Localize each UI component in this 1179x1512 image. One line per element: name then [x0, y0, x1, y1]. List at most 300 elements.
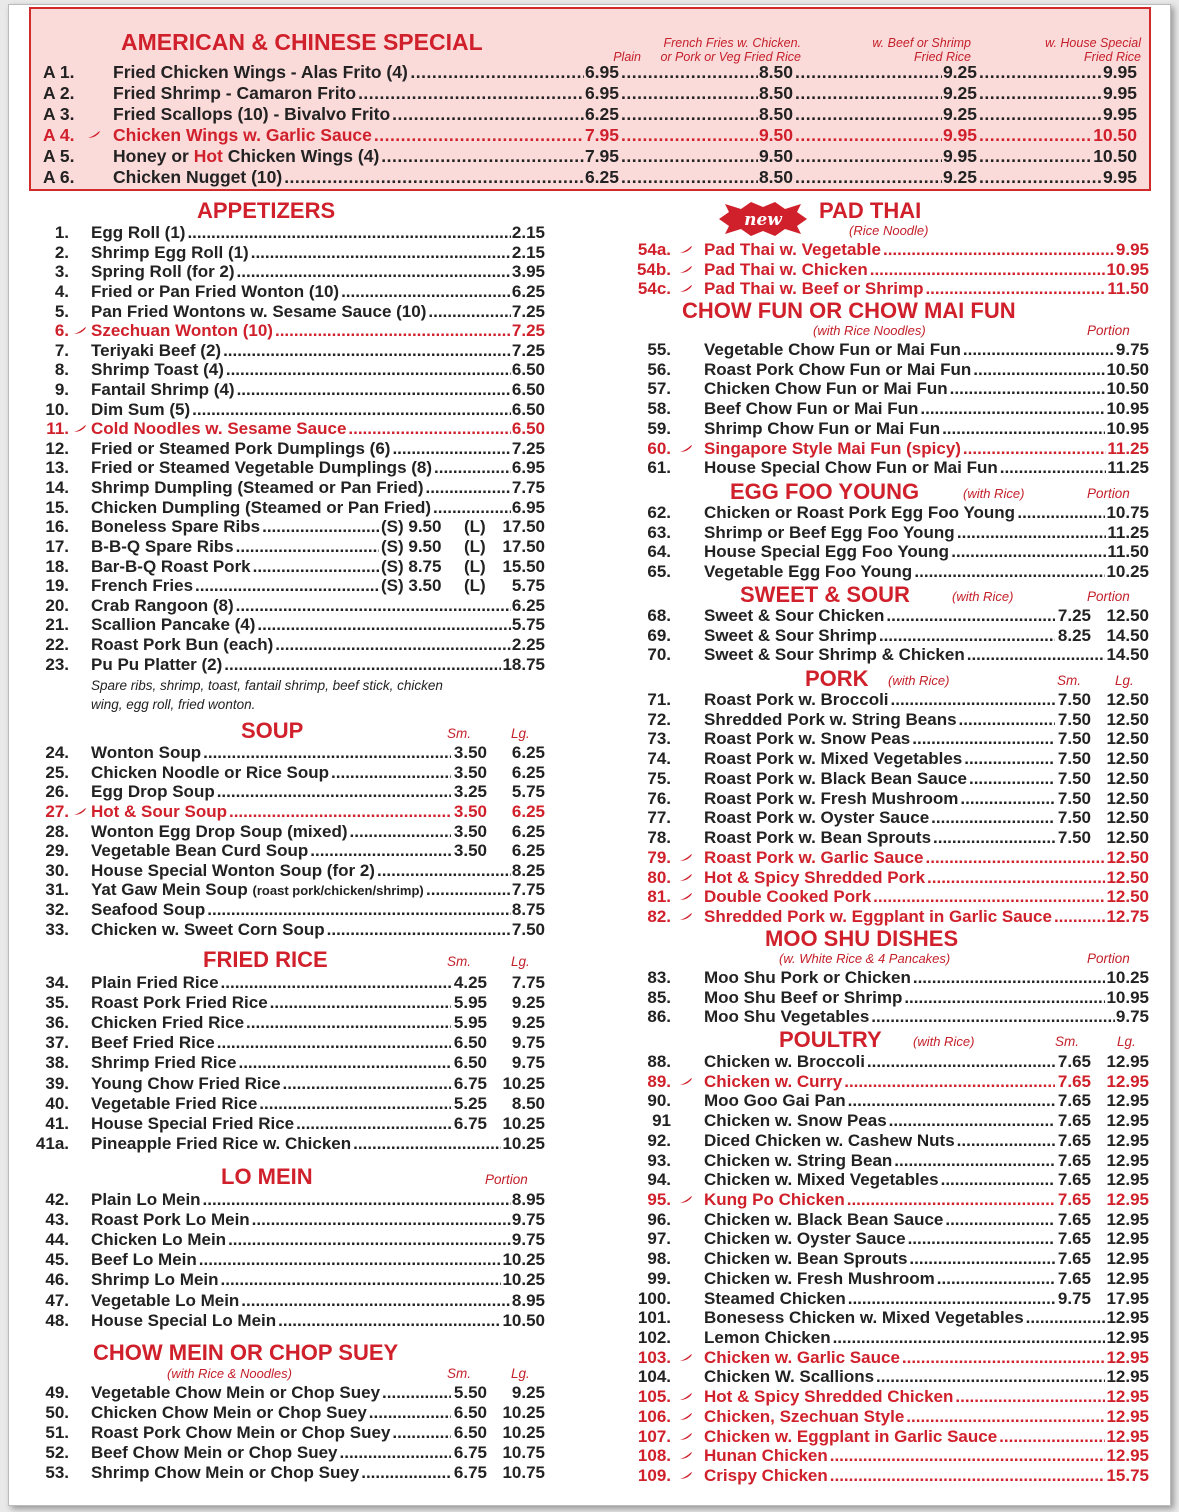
special-name — [113, 62, 408, 83]
item-number: 56. — [647, 359, 671, 379]
item-name-text: Chicken Lo Mein — [91, 1230, 227, 1250]
item-number: 106. — [637, 1406, 671, 1426]
pork-sm-header: Sm. — [1057, 673, 1082, 688]
soup-heading: SOUP — [241, 718, 304, 743]
item-price: 12.50 — [1106, 749, 1149, 769]
item-name-text: Chicken w. Bean Sprouts — [704, 1249, 908, 1269]
item-number: 103. — [637, 1347, 671, 1367]
item-name-text: Fantail Shrimp (4) — [91, 380, 235, 399]
item-price: 12.50 — [1106, 709, 1149, 729]
item-name-text: Beef Fried Rice — [91, 1033, 215, 1053]
menu-item-chow_fun — [9, 340, 1170, 360]
leader-dots — [886, 606, 1054, 626]
item-price: 12.95 — [1106, 1426, 1149, 1446]
special-name-text-2: Chicken Wings (4) — [227, 146, 380, 166]
item-name — [704, 1387, 953, 1407]
menu-item-poultry — [9, 1367, 1170, 1387]
leader-dots — [967, 645, 1106, 665]
small-price: 5.95 — [453, 1013, 487, 1033]
item-number: 83. — [647, 968, 671, 987]
egg-foo-subtitle: (with Rice) — [963, 486, 1025, 501]
item-name-text: Chicken Chow Mein or Chop Suey — [91, 1403, 367, 1423]
chili-pepper-icon — [679, 892, 693, 901]
item-number: 41. — [45, 1113, 69, 1133]
item-name-text: Chicken w. Garlic Sauce — [704, 1347, 900, 1367]
special-price: 9.95 — [1102, 167, 1137, 187]
menu-item-poultry — [9, 1190, 1170, 1210]
item-name-text: Lemon Chicken — [704, 1327, 831, 1347]
item-number: 102. — [637, 1327, 671, 1347]
item-price: 8.75 — [511, 900, 545, 919]
large-size-label: (L) — [464, 556, 486, 576]
item-name-text: Sweet & Sour Shrimp — [704, 625, 877, 645]
item-number: 93. — [647, 1150, 671, 1170]
chow-fun-subtitle: (with Rice Noodles) — [813, 323, 926, 338]
menu-item-pork — [9, 710, 1170, 730]
soup-lg-header: Lg. — [511, 726, 530, 741]
item-name-text: Sweet & Sour Chicken — [704, 606, 885, 625]
menu-item-chow_fun — [9, 399, 1170, 419]
item-name — [704, 749, 962, 769]
item-name-text: Pad Thai w. Beef or Shrimp — [704, 279, 924, 298]
plain-header: Plain — [613, 50, 641, 64]
item-name-text: Szechuan Wonton (10) — [91, 321, 273, 341]
item-name-text: Steamed Chicken — [704, 1288, 846, 1308]
chili-pepper-icon — [679, 444, 693, 453]
item-name — [704, 1289, 846, 1309]
item-name — [704, 1052, 865, 1072]
chili-pepper-icon — [679, 1412, 693, 1421]
item-name — [91, 321, 273, 341]
beef-header-line1: w. Beef or Shrimp — [872, 36, 971, 50]
item-name-text: Chicken w. Snow Peas — [704, 1111, 887, 1131]
item-price: 10.25 — [502, 1403, 545, 1423]
special-name — [113, 83, 356, 104]
special-price: 9.95 — [1102, 62, 1137, 82]
fries-header-line1: French Fries w. Chicken. — [663, 36, 801, 50]
special-price: 8.50 — [758, 104, 793, 124]
egg-foo-heading: EGG FOO YOUNG — [730, 479, 920, 504]
leader-dots — [950, 379, 1106, 399]
item-price: 12.95 — [1106, 1249, 1149, 1269]
large-size-label: (L) — [464, 576, 486, 596]
sweet-sour-portion-header: Portion — [1087, 589, 1130, 604]
item-price: 12.95 — [1106, 1071, 1149, 1091]
small-price: 6.75 — [453, 1463, 487, 1483]
chili-pepper-icon — [679, 1077, 693, 1086]
small-price: 5.95 — [453, 993, 487, 1013]
item-number: 17. — [45, 536, 69, 556]
item-number: 57. — [647, 379, 671, 399]
item-number: 47. — [45, 1290, 69, 1310]
item-number: 2. — [54, 242, 69, 262]
item-number: 26. — [45, 782, 69, 802]
item-number: 75. — [647, 768, 671, 788]
fries-header — [621, 36, 801, 64]
item-name-text: Hot & Spicy Shredded Chicken — [704, 1387, 954, 1407]
item-name — [704, 828, 931, 848]
item-name-text: Chicken w. String Bean — [704, 1150, 893, 1170]
item-name — [704, 729, 910, 749]
item-number: 20. — [45, 595, 69, 615]
fried-rice-lg-header: Lg. — [511, 954, 530, 969]
item-name — [91, 478, 423, 498]
menu-item-poultry — [9, 1249, 1170, 1269]
item-name — [704, 419, 940, 439]
menu-item-pork — [9, 789, 1170, 809]
item-number: 104. — [637, 1367, 671, 1387]
item-number: 80. — [647, 867, 671, 887]
item-number: 70. — [647, 645, 671, 664]
large-size-label: (L) — [464, 517, 486, 537]
menu-item-poultry — [9, 1466, 1170, 1486]
item-name-text: Shrimp or Beef Egg Foo Young — [704, 522, 955, 542]
item-name-text: Wonton Soup — [91, 743, 202, 762]
item-name-text: Roast Pork Bun (each) — [91, 635, 274, 654]
item-number: 99. — [647, 1268, 671, 1288]
house-header-line2: Fried Rice — [1084, 50, 1141, 64]
item-name — [704, 1249, 907, 1269]
special-name — [113, 146, 379, 167]
item-price: 12.50 — [1106, 788, 1149, 808]
item-name — [704, 240, 881, 260]
menu-item-poultry — [9, 1091, 1170, 1111]
item-name-text: Chicken Chow Fun or Mai Fun — [704, 379, 948, 399]
item-number: 61. — [647, 458, 671, 478]
item-name — [704, 379, 948, 399]
special-price: 9.50 — [758, 125, 793, 145]
item-name-text: Sweet & Sour Shrimp & Chicken — [704, 645, 965, 664]
item-name-text: Young Chow Fried Rice — [91, 1073, 281, 1093]
item-name-text: Egg Drop Soup — [91, 782, 215, 802]
item-price: 11.50 — [1107, 542, 1149, 562]
special-price: 7.95 — [584, 125, 619, 145]
item-price: 3.95 — [511, 262, 545, 282]
small-price: 7.65 — [1057, 1071, 1091, 1091]
item-name-text: House Special Fried Rice — [91, 1113, 295, 1133]
item-number: 22. — [45, 635, 69, 654]
small-price: 7.25 — [1057, 606, 1091, 625]
item-price: 10.25 — [502, 1113, 545, 1133]
item-name-text: Crispy Chicken — [704, 1465, 828, 1485]
item-number: 81. — [647, 887, 671, 907]
item-name-text: Chicken Dumpling (Steamed or Pan Fried) — [91, 497, 432, 517]
small-price: 7.50 — [1057, 828, 1091, 847]
item-number: 85. — [647, 987, 671, 1007]
special-price: 9.25 — [942, 104, 977, 124]
item-price: 12.75 — [1106, 906, 1149, 926]
item-name-text: Pad Thai w. Chicken — [704, 259, 868, 279]
lo-mein-portion-header: Portion — [485, 1172, 528, 1187]
item-number: 16. — [45, 517, 69, 537]
menu-item-chow_fun — [9, 379, 1170, 399]
item-number: 38. — [45, 1053, 69, 1073]
item-number: 46. — [45, 1270, 69, 1290]
small-price: 7.50 — [1057, 768, 1091, 788]
special-code: A 4. — [43, 125, 75, 145]
item-name-text: Moo Goo Gai Pan — [704, 1091, 846, 1111]
item-price: 10.50 — [1106, 359, 1149, 379]
item-name — [704, 360, 971, 380]
item-price: 10.95 — [1106, 987, 1149, 1007]
small-price: 6.50 — [453, 1053, 487, 1073]
item-name-text: Chicken w. Fresh Mushroom — [704, 1268, 935, 1288]
item-name-text: Moo Shu Beef or Shrimp — [704, 987, 903, 1007]
item-name-text: Shrimp Chow Mein or Chop Suey — [91, 1463, 360, 1483]
menu-item-pork — [9, 868, 1170, 888]
item-price: 17.50 — [502, 536, 545, 556]
special-name-text: Fried Chicken Wings - Alas Frito (4) — [113, 62, 408, 82]
item-name-text: Singapore Style Mai Fun (spicy) — [704, 438, 961, 458]
item-name — [704, 645, 965, 665]
menu-item-pork — [9, 808, 1170, 828]
leader-dots — [867, 1052, 1055, 1072]
small-size-price: (S) 9.50 — [381, 517, 442, 537]
small-price: 7.65 — [1057, 1190, 1091, 1209]
item-price: 6.95 — [511, 458, 545, 478]
item-name — [704, 399, 918, 419]
menu-item-pork — [9, 769, 1170, 789]
menu-item-poultry — [9, 1072, 1170, 1092]
item-price: 9.95 — [1115, 240, 1149, 259]
menu-item-pork — [9, 729, 1170, 749]
item-number: 15. — [45, 497, 69, 517]
item-number: 63. — [647, 522, 671, 542]
item-name-text: Chicken w. Black Bean Sauce — [704, 1209, 944, 1229]
item-number: 37. — [45, 1033, 69, 1053]
special-price: 6.95 — [584, 62, 619, 82]
item-price: 8.50 — [511, 1093, 545, 1113]
chili-pepper-icon — [679, 1392, 693, 1401]
small-price: 3.50 — [453, 743, 487, 762]
item-number: 97. — [647, 1229, 671, 1249]
small-price: 7.65 — [1057, 1150, 1091, 1170]
small-price: 6.50 — [453, 1423, 487, 1443]
beef-header-line2: Fried Rice — [914, 50, 971, 64]
item-name-text: Vegetable Lo Mein — [91, 1290, 240, 1310]
item-number: 6. — [54, 321, 69, 341]
item-price: 11.25 — [1107, 458, 1149, 478]
item-price: 12.50 — [1106, 690, 1149, 709]
menu-item-poultry — [9, 1348, 1170, 1368]
item-name-text: Crab Rangoon (8) — [91, 595, 234, 615]
fried-rice-sm-header: Sm. — [447, 954, 472, 969]
leader-dots — [870, 260, 1106, 280]
item-name-text: Hunan Chicken — [704, 1446, 828, 1466]
menu-item-poultry — [9, 1170, 1170, 1190]
pupu-note-line1: Spare ribs, shrimp, toast, fantail shrimp, beef stick, chicken — [91, 678, 443, 693]
item-number: 54b. — [636, 259, 671, 279]
item-number: 18. — [45, 556, 69, 576]
item-number: 39. — [45, 1073, 69, 1093]
item-number: 33. — [45, 919, 69, 939]
sweet-sour-heading: SWEET & SOUR — [740, 582, 910, 607]
item-name-text: Roast Pork Lo Mein — [91, 1210, 250, 1230]
menu-item-chow_fun — [9, 439, 1170, 459]
poultry-sm-header: Sm. — [1055, 1034, 1080, 1049]
chili-pepper-icon — [679, 1195, 693, 1204]
special-name — [113, 104, 390, 125]
item-name — [704, 887, 871, 907]
item-number: 109. — [637, 1465, 671, 1485]
menu-item-poultry — [9, 1289, 1170, 1309]
small-price: 7.50 — [1057, 709, 1091, 729]
item-name-text: Roast Pork Chow Fun or Mai Fun — [704, 359, 972, 379]
item-price: 6.50 — [511, 419, 545, 439]
menu-item-pad_thai — [9, 240, 1170, 260]
menu-item-pork — [9, 828, 1170, 848]
small-price: 4.25 — [453, 973, 487, 992]
menu-item-pork — [9, 749, 1170, 769]
chili-pepper-icon — [679, 265, 693, 274]
small-price: 3.50 — [453, 762, 487, 782]
leader-dots — [833, 1328, 1106, 1348]
small-size-price: (S) 8.75 — [381, 556, 442, 576]
item-name-text: Shrimp Chow Fun or Mai Fun — [704, 418, 941, 438]
menu-item-pad_thai — [9, 279, 1170, 299]
item-price: 10.95 — [1106, 399, 1149, 419]
item-name — [704, 542, 949, 562]
special-name — [113, 125, 372, 146]
item-price: 10.75 — [502, 1443, 545, 1463]
item-number: 53. — [45, 1463, 69, 1483]
item-price: 10.50 — [1106, 379, 1149, 399]
item-price: 17.50 — [502, 517, 545, 537]
special-price: 8.50 — [758, 83, 793, 103]
item-price: 12.95 — [1106, 1150, 1149, 1170]
item-number: 101. — [637, 1308, 671, 1328]
item-price: 5.75 — [511, 576, 545, 596]
item-price: 10.25 — [1106, 562, 1149, 582]
item-number: 62. — [647, 503, 671, 522]
chow-mein-heading: CHOW MEIN OR CHOP SUEY — [93, 1340, 399, 1365]
item-price: 6.25 — [511, 841, 545, 861]
item-number: 68. — [647, 606, 671, 625]
pork-heading: PORK — [805, 666, 869, 691]
menu-page — [8, 4, 1171, 1506]
item-name-text: Egg Roll (1) — [91, 223, 186, 242]
chili-pepper-icon — [679, 912, 693, 921]
small-price: 6.75 — [453, 1073, 487, 1093]
menu-item-chow_fun — [9, 458, 1170, 478]
item-price: 10.95 — [1106, 259, 1149, 279]
item-number: 36. — [45, 1013, 69, 1033]
small-price: 3.50 — [453, 841, 487, 861]
item-name-text: Roast Pork w. Snow Peas — [704, 729, 911, 749]
item-price: 12.50 — [1106, 606, 1149, 625]
item-number: 108. — [637, 1446, 671, 1466]
leader-dots — [951, 542, 1106, 562]
item-price: 10.25 — [502, 1073, 545, 1093]
item-name — [704, 1072, 842, 1092]
item-name — [704, 1131, 955, 1151]
item-number: 78. — [647, 828, 671, 847]
moo-shu-portion-header: Portion — [1087, 951, 1130, 966]
item-number: 89. — [647, 1071, 671, 1091]
item-name-text: Roast Pork w. Mixed Vegetables — [704, 749, 963, 769]
item-price: 10.25 — [1106, 968, 1149, 987]
item-name — [704, 1111, 887, 1131]
special-title: AMERICAN & CHINESE SPECIAL — [121, 29, 483, 55]
special-code: A 6. — [43, 167, 75, 187]
menu-item-sweet_sour — [9, 606, 1170, 626]
menu-item-pork — [9, 907, 1170, 927]
item-name — [704, 1348, 900, 1368]
item-number: 96. — [647, 1209, 671, 1229]
chow-mein-subtitle: (with Rice & Noodles) — [167, 1366, 292, 1381]
item-number: 1. — [54, 223, 69, 242]
item-name — [704, 606, 884, 626]
item-number: 64. — [647, 542, 671, 562]
small-price: 5.25 — [453, 1093, 487, 1113]
item-name-text: Shrimp Dumpling (Steamed or Pan Fried) — [91, 478, 424, 498]
item-price: 12.50 — [1106, 867, 1149, 887]
item-price: 10.75 — [1106, 503, 1149, 522]
item-number: 98. — [647, 1249, 671, 1269]
small-size-price: (S) 3.50 — [381, 576, 442, 596]
leader-dots — [927, 868, 1105, 888]
item-price: 12.95 — [1106, 1406, 1149, 1426]
menu-item-sweet_sour — [9, 645, 1170, 665]
small-price: 5.50 — [453, 1383, 487, 1402]
item-number: 95. — [647, 1190, 671, 1209]
item-name-text: Pad Thai w. Vegetable — [704, 240, 881, 259]
small-size-price: (S) 9.50 — [381, 536, 442, 556]
special-name-text: Chicken Nugget (10) — [113, 167, 283, 187]
special-price: 10.50 — [1093, 125, 1137, 145]
item-name — [704, 1229, 906, 1249]
small-price: 7.50 — [1057, 749, 1091, 769]
special-row — [31, 125, 1153, 146]
item-name-text: Fried or Pan Fried Wonton (10) — [91, 281, 340, 301]
item-price: 11.25 — [1107, 522, 1149, 542]
item-number: 25. — [45, 762, 69, 782]
pad-thai-subtitle: (Rice Noodle) — [849, 223, 929, 238]
special-box — [29, 7, 1151, 191]
small-price: 6.50 — [453, 1033, 487, 1053]
leader-dots — [906, 1407, 1105, 1427]
chow-fun-heading: CHOW FUN OR CHOW MAI FUN — [682, 298, 1016, 323]
item-number: 28. — [45, 821, 69, 841]
small-price: 7.65 — [1057, 1111, 1091, 1131]
item-price: 10.25 — [502, 1270, 545, 1290]
item-price: 9.25 — [511, 993, 545, 1013]
lo-mein-heading: LO MEIN — [221, 1164, 313, 1189]
item-name — [91, 1033, 215, 1053]
special-price: 6.25 — [584, 104, 619, 124]
item-number: 86. — [647, 1007, 671, 1027]
item-number: 79. — [647, 847, 671, 867]
small-price: 7.50 — [1057, 729, 1091, 749]
item-number: 4. — [54, 281, 69, 301]
item-name-text: Scallion Pancake (4) — [91, 615, 256, 635]
item-name-text: Chicken w. Oyster Sauce — [704, 1229, 906, 1249]
leader-dots — [925, 279, 1106, 299]
menu-item-poultry — [9, 1269, 1170, 1289]
item-name-text: Roast Pork w. Garlic Sauce — [704, 847, 924, 867]
chow-mein-sm-header: Sm. — [447, 1366, 472, 1381]
leader-dots — [920, 399, 1105, 419]
item-name — [704, 1269, 935, 1289]
small-price: 3.50 — [453, 801, 487, 821]
small-price: 7.65 — [1057, 1091, 1091, 1111]
item-number: 9. — [54, 380, 69, 399]
chili-pepper-icon — [679, 853, 693, 862]
item-price: 12.95 — [1106, 1308, 1149, 1328]
item-name-text: Beef Chow Mein or Chop Suey — [91, 1443, 338, 1463]
small-price: 7.65 — [1057, 1052, 1091, 1071]
item-price: 6.25 — [511, 762, 545, 782]
